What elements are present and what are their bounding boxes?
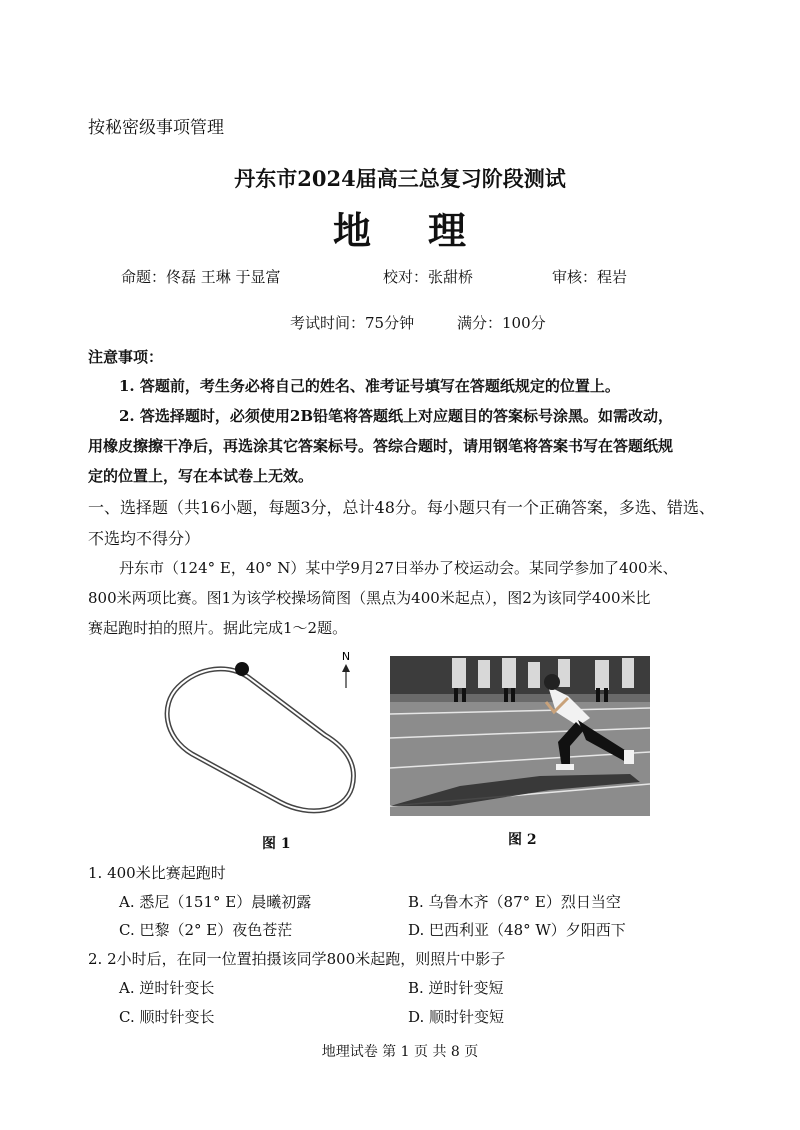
question-2-option-c: C. 顺时针变长 <box>119 1008 215 1026</box>
exam-time: 考试时间：75分钟 <box>290 314 415 332</box>
page-footer: 地理试卷 第 1 页 共 8 页 <box>321 1044 479 1060</box>
north-label: N <box>341 650 351 663</box>
stem-line-3: 赛起跑时拍的照片。据此完成1～2题。 <box>88 619 348 637</box>
stem-line-2: 800米两项比赛。图1为该学校操场简图（黑点为400米起点），图2为该同学400米比 <box>88 589 651 607</box>
full-score: 满分：100分 <box>457 314 546 332</box>
reviewer-line: 审核：程岩 <box>552 268 628 286</box>
section-heading-line-2: 不选均不得分） <box>88 529 201 548</box>
question-1-option-a: A. 悉尼（151° E）晨曦初露 <box>119 893 312 911</box>
figure-1-caption: 图 1 <box>262 836 291 852</box>
question-1-option-d: D. 巴西利亚（48° W）夕阳西下 <box>408 921 626 939</box>
notice-item-2-line-1: 2. 答选择题时，必须使用2B铅笔将答题纸上对应题目的答案标号涂黑。如需改动， <box>119 407 674 425</box>
question-1-stem: 1. 400米比赛起跑时 <box>88 864 226 882</box>
secret-level-label: 按秘密级事项管理 <box>88 118 224 138</box>
exam-title: 丹东市2024届高三总复习阶段测试 <box>234 166 566 191</box>
figure-2-caption: 图 2 <box>508 832 537 848</box>
question-1-option-b: B. 乌鲁木齐（87° E）烈日当空 <box>408 893 621 911</box>
subject-title <box>0 200 800 255</box>
question-1-option-c: C. 巴黎（2° E）夜色苍茫 <box>119 921 293 939</box>
proofreader-line: 校对：张甜桥 <box>383 268 474 286</box>
notice-heading: 注意事项： <box>88 348 164 366</box>
notice-item-2-line-3: 定的位置上，写在本试卷上无效。 <box>88 467 314 485</box>
figure-2-runner-photo <box>390 656 650 816</box>
north-arrow <box>342 650 350 688</box>
subject-char-2: 理 <box>428 208 468 253</box>
notice-item-1: 1. 答题前，考生务必将自己的姓名、准考证号填写在答题纸规定的位置上。 <box>119 377 620 395</box>
question-2-option-b: B. 逆时针变短 <box>408 979 504 997</box>
notice-item-2-line-2: 用橡皮擦擦干净后，再选涂其它答案标号。答综合题时，请用钢笔将答案书写在答题纸规 <box>88 437 674 455</box>
running-track <box>167 669 353 811</box>
authors-line: 命题：佟磊 王琳 于显富 <box>121 268 281 286</box>
question-2-option-a: A. 逆时针变长 <box>119 979 215 997</box>
photo-crowd-background <box>390 656 650 694</box>
section-heading-line-1: 一、选择题（共16小题，每题3分，总计48分。每小题只有一个正确答案，多选、错选、 <box>88 498 715 517</box>
subject-char-1: 地 <box>332 208 372 253</box>
question-2-option-d: D. 顺时针变短 <box>408 1008 505 1026</box>
figure-1-track-diagram <box>160 642 380 822</box>
stem-line-1: 丹东市（124° E，40° N）某中学9月27日举办了校运动会。某同学参加了400米、 <box>119 559 678 577</box>
question-2-stem: 2. 2小时后，在同一位置拍摄该同学800米起跑，则照片中影子 <box>88 950 506 968</box>
start-point-marker <box>235 662 249 676</box>
